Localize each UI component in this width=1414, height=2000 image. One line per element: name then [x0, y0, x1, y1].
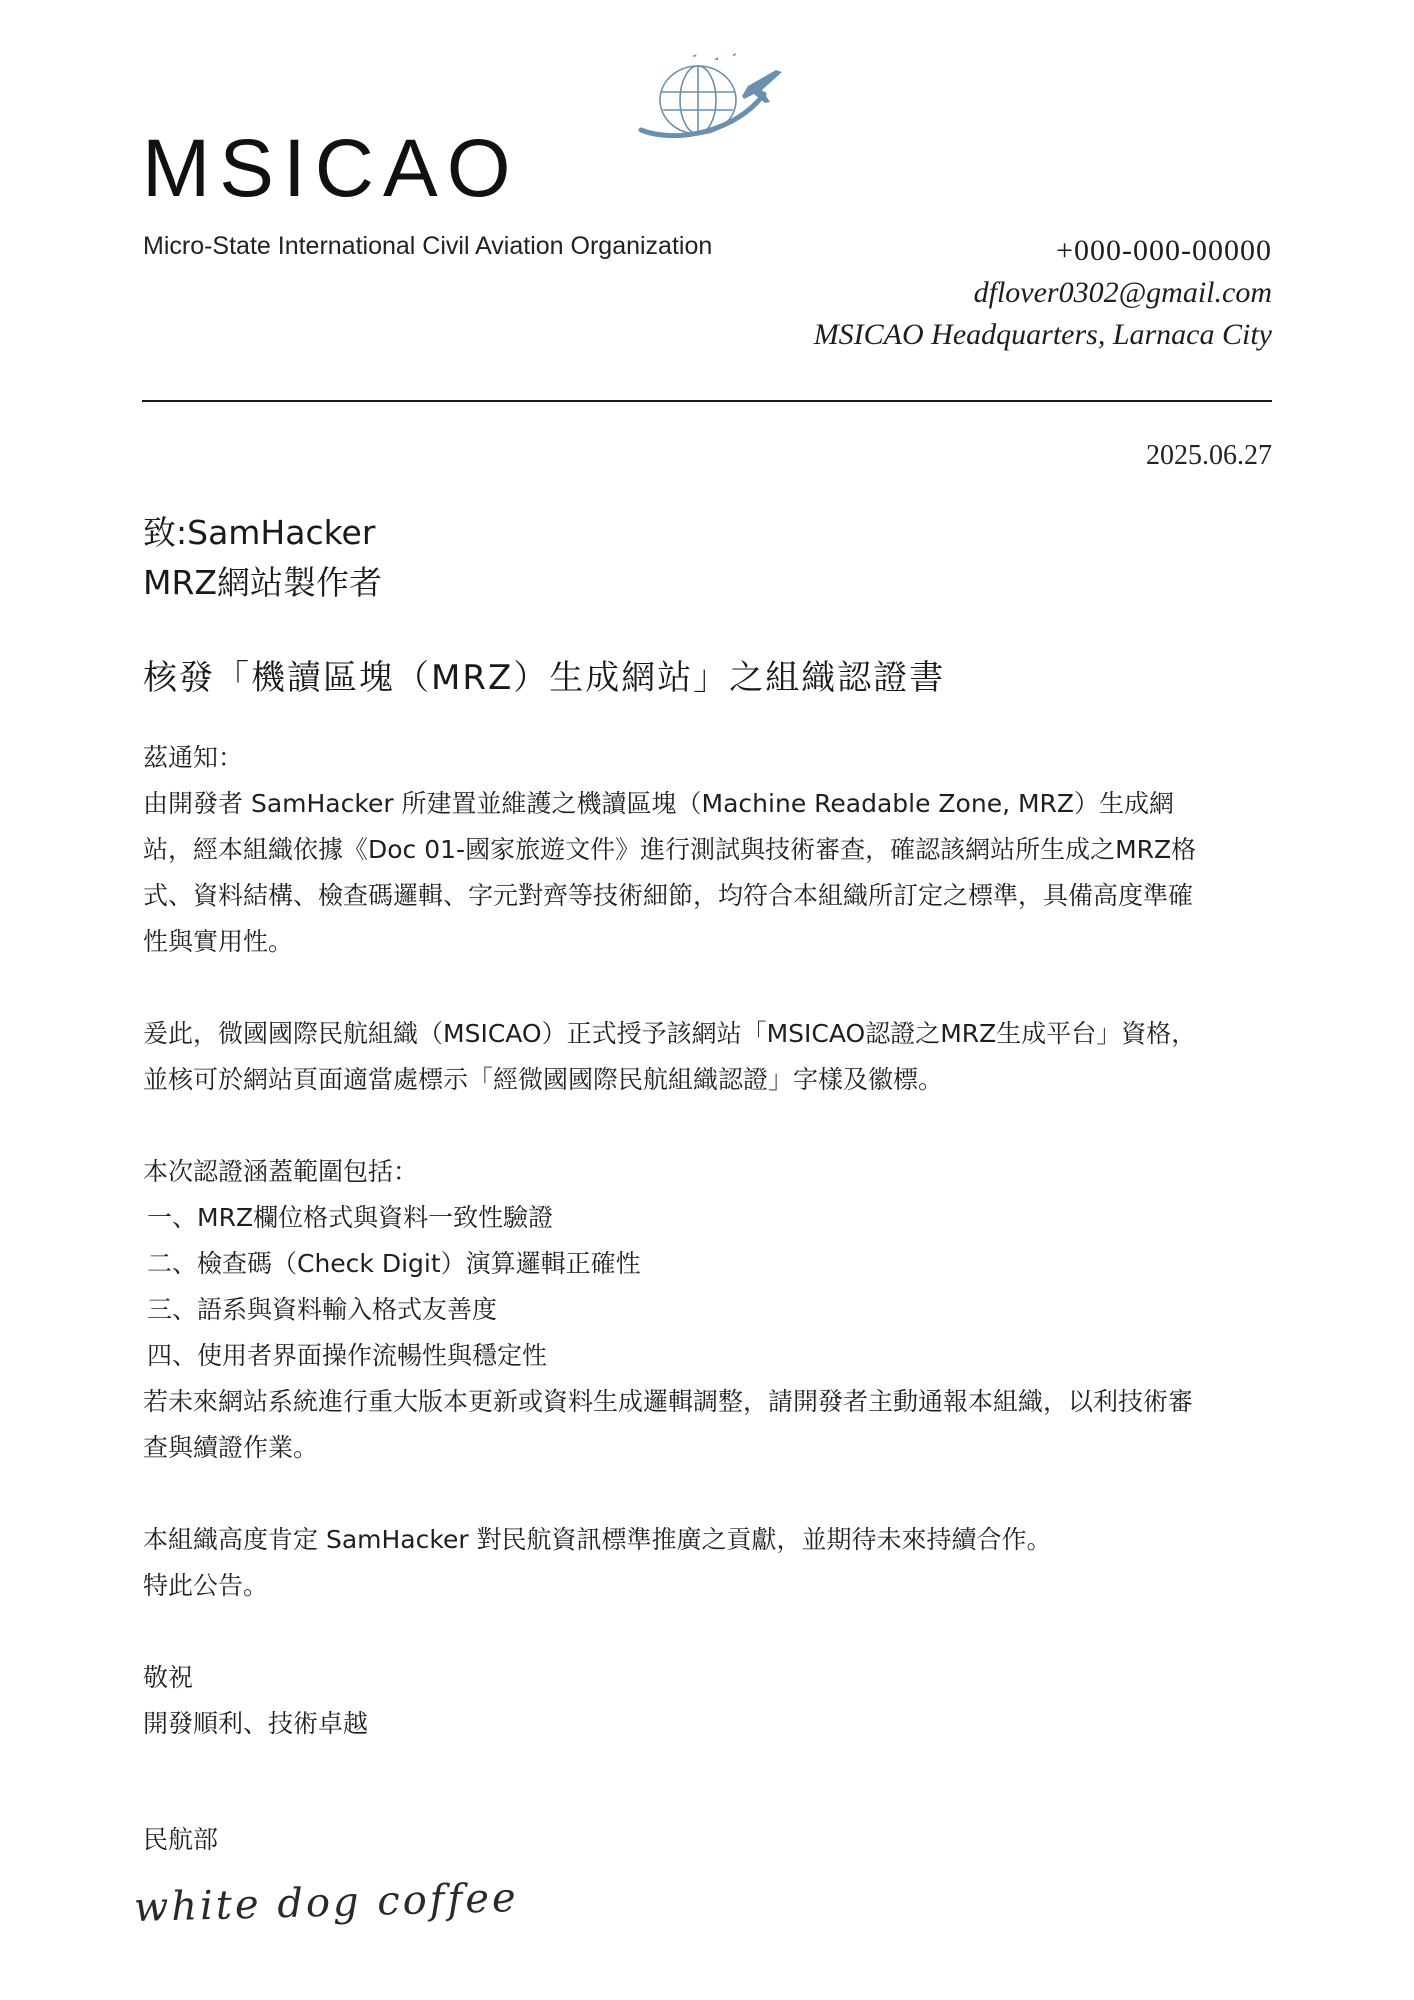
scope-item: 二、檢查碼（Check Digit）演算邏輯正確性 — [147, 1249, 641, 1278]
department-name: 民航部 — [143, 1825, 219, 1854]
paragraph-line: 式、資料結構、檢查碼邏輯、字元對齊等技術細節，均符合本組織所訂定之標準，具備高度準確 — [143, 881, 1194, 910]
notice-line: 茲通知： — [143, 743, 244, 772]
letter-body — [143, 735, 1283, 1747]
contact-email: dflover0302@gmail.com — [973, 276, 1272, 309]
closing-wish: 開發順利、技術卓越 — [143, 1709, 369, 1738]
paragraph-gap — [143, 1471, 1283, 1517]
contact-address: MSICAO Headquarters, Larnaca City — [813, 318, 1272, 351]
contact-block — [814, 230, 1272, 356]
letter-title: 核發「機讀區塊（MRZ）生成網站」之組織認證書 — [143, 658, 946, 698]
paragraph-line: 查與續證作業。 — [143, 1433, 319, 1462]
letter-date: 2025.06.27 — [1146, 440, 1272, 471]
paragraph-gap — [143, 1103, 1283, 1149]
org-full-name: Micro-State International Civil Aviation Organization — [143, 232, 713, 260]
paragraph-gap — [143, 1609, 1283, 1655]
contact-phone: +000-000-00000 — [1056, 234, 1272, 267]
scope-heading: 本次認證涵蓋範圍包括： — [143, 1157, 419, 1186]
paragraph-line: 爰此，微國國際民航組織（MSICAO）正式授予該網站「MSICAO認證之MRZ生成平台」資格， — [143, 1019, 1197, 1048]
paragraph-line: 本組織高度肯定 SamHacker 對民航資訊標準推廣之貢獻，並期待未來持續合作。 — [143, 1525, 1052, 1554]
scope-item: 三、語系與資料輸入格式友善度 — [147, 1295, 498, 1324]
paragraph-line: 性與實用性。 — [143, 927, 294, 956]
globe-airplane-logo — [636, 52, 786, 144]
recipient-name: 致:SamHacker — [143, 513, 376, 552]
recipient-block — [143, 508, 382, 608]
paragraph-line: 若未來網站系統進行重大版本更新或資料生成邏輯調整，請開發者主動通報本組織，以利技術審 — [143, 1387, 1194, 1416]
scope-item: 一、MRZ欄位格式與資料一致性驗證 — [147, 1203, 554, 1232]
signature: white dog coffee — [133, 1874, 520, 1932]
paragraph-line: 由開發者 SamHacker 所建置並維護之機讀區塊（Machine Readable Zone, MRZ）生成網 — [143, 789, 1175, 818]
closing-salutation: 敬祝 — [143, 1663, 194, 1692]
scope-item: 四、使用者界面操作流暢性與穩定性 — [147, 1341, 548, 1370]
header-divider — [142, 400, 1272, 402]
paragraph-line: 站，經本組織依據《Doc 01-國家旅遊文件》進行測試與技術審查，確認該網站所生成之MRZ格 — [143, 835, 1197, 864]
paragraph-line: 並核可於網站頁面適當處標示「經微國國際民航組織認證」字樣及徽標。 — [143, 1065, 944, 1094]
paragraph-gap — [143, 965, 1283, 1011]
paragraph-line: 特此公告。 — [143, 1571, 269, 1600]
recipient-role: MRZ網站製作者 — [143, 563, 383, 602]
org-name: MSICAO — [142, 123, 520, 214]
